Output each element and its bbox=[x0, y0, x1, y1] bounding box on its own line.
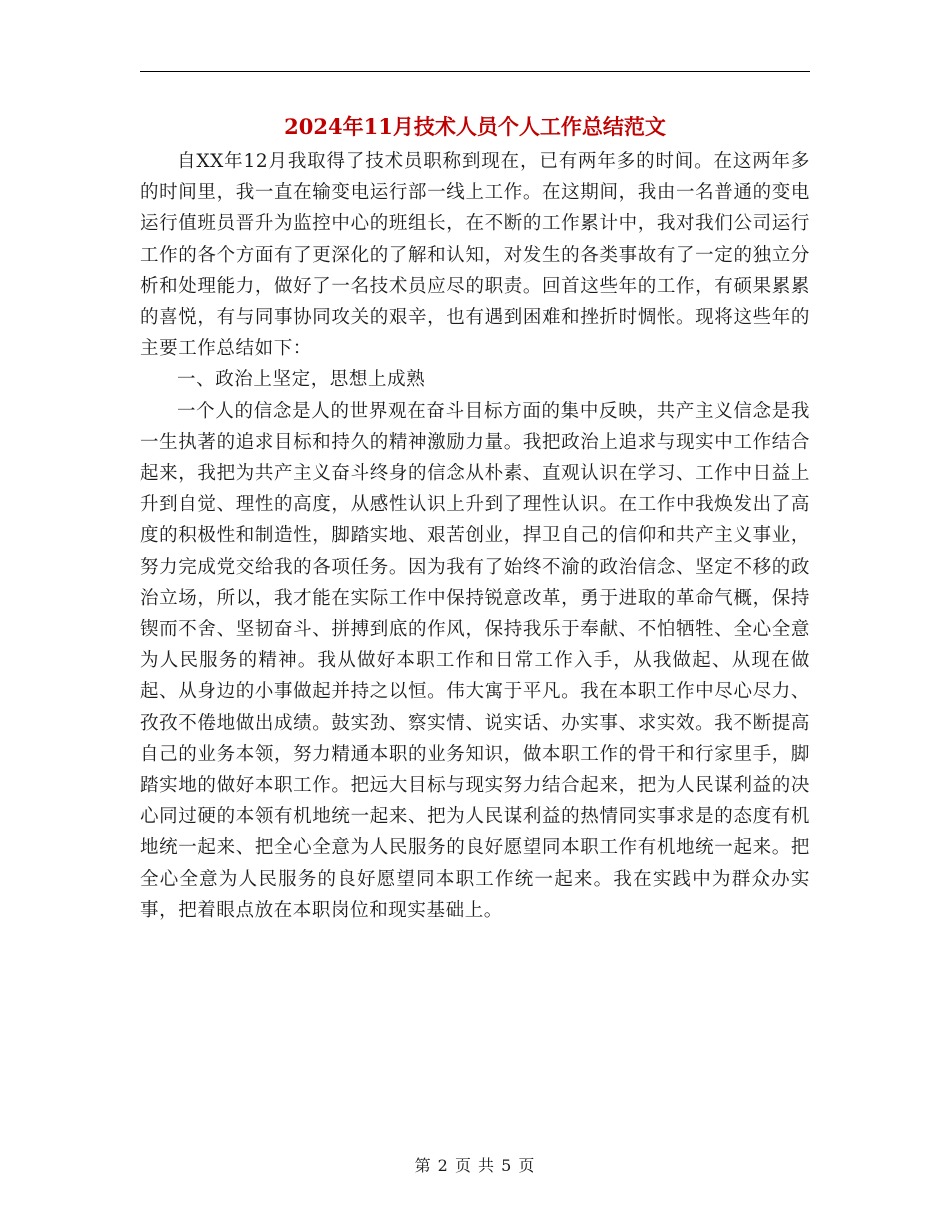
header-rule bbox=[140, 71, 810, 72]
page-footer: 第 2 页 共 5 页 bbox=[414, 1156, 536, 1175]
paragraph-intro: 自XX年12月我取得了技术员职称到现在，已有两年多的时间。在这两年多的时间里，我一直在输变电运行部一线上工作。在这期间，我由一名普通的变电运行值班员晋升为监控中心的班组长，在不断的工作累计中，我对我们公司运行工作的各个方面有了更深化的了解和认知，对发生的各类事故有了一定的独立分析和处理能力，做好了一名技术员应尽的职责。回首这些年的工作，有硕果累累的喜悦，有与同事协同攻关的艰辛，也有遇到困难和挫折时惆怅。现将这些年的主要工作总结如下： bbox=[140, 151, 810, 360]
paragraph-politics: 一个人的信念是人的世界观在奋斗目标方面的集中反映，共产主义信念是我一生执著的追求目标和持久的精神激励力量。我把政治上追求与现实中工作结合起来，我把为共产主义奋斗终身的信念从朴素、直观认识在学习、工作中日益上升到自觉、理性的高度，从感性认识上升到了理性认识。在工作中我焕发出了高度的积极性和制造性，脚踏实地、艰苦创业，捍卫自己的信仰和共产主义事业，努力完成党交给我的各项任务。因为我有了始终不渝的政治信念、坚定不移的政治立场，所以，我才能在实际工作中保持锐意改革，勇于进取的革命气概，保持锲而不舍、坚韧奋斗、拼搏到底的作风，保持我乐于奉献、不怕牺牲、全心全意为人民服务的精神。我从做好本职工作和日常工作入手，从我做起、从现在做起、从身边的小事做起并持之以恒。伟大寓于平凡。我在本职工作中尽心尽力、孜孜不倦地做出成绩。鼓实劲、察实情、说实话、办实事、求实效。我不断提高自己的业务本领，努力精通本职的业务知识，做本职工作的骨干和行家里手，脚踏实地的做好本职工作。把远大目标与现实努力结合起来，把为人民谋利益的决心同过硬的本领有机地统一起来、把为人民谋利益的热情同实事求是的态度有机地统一起来、把全心全意为人民服务的良好愿望同本职工作有机地统一起来。把全心全意为人民服务的良好愿望同本职工作统一起来。我在实践中为群众办实事，把着眼点放在本职岗位和现实基础上。 bbox=[140, 400, 810, 921]
document-body bbox=[140, 146, 810, 926]
document-title: 2024年11月技术人员个人工作总结范文 bbox=[284, 114, 666, 139]
section-heading-politics: 一、政治上坚定，思想上成熟 bbox=[177, 369, 426, 391]
